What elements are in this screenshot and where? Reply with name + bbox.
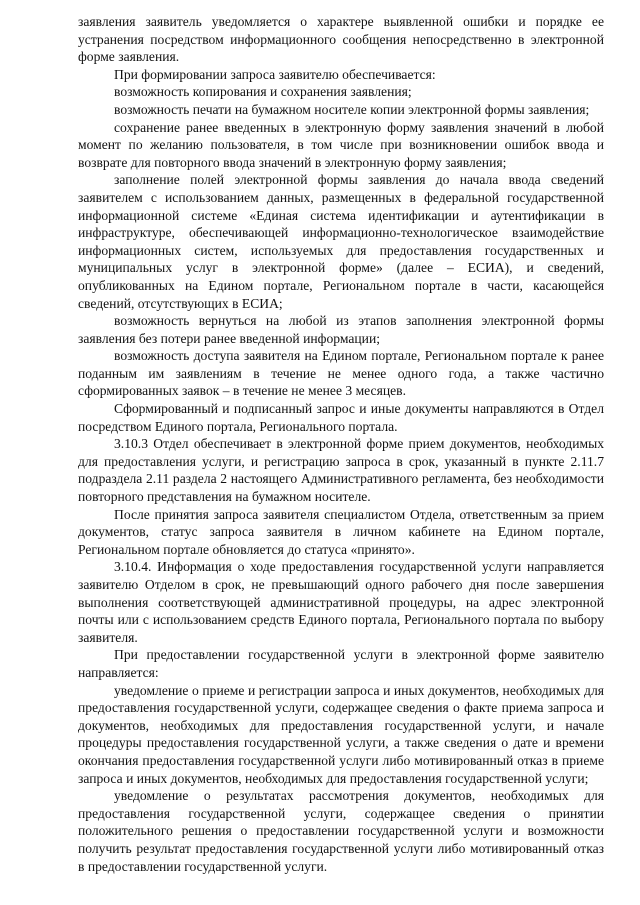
document-page: [78, 13, 604, 875]
paragraph-error-notice: заявления заявитель уведомляется о характере выявленной ошибки и порядке ее устранения посредством информационного сообщения непосредственно в электронной форме заявления.: [78, 14, 604, 65]
paragraph-save-values: сохранение ранее введенных в электронную форму заявления значений в любой момент по желанию пользователя, в том числе при возникновении ошибок ввода и возврате для повторного ввода значений в электронную форму заявления;: [78, 119, 604, 170]
paragraph-esia-autofill: заполнение полей электронной формы заявления до начала ввода сведений заявителем с использованием данных, размещенных в федеральной государственной информационной системе «Единая система идентификации и аутентификации в инфраструктуре, обеспечивающей информационно-технологическое взаимодействие информационных систем, используемых для предоставления государственных и муниципальных услуг в электронной форме» (далее – ЕСИА), и сведений, опубликованных на Едином портале, Региональном портале в части, касающейся сведений, отсутствующих в ЕСИА;: [78, 172, 604, 311]
paragraph-status-accepted: После принятия запроса заявителя специалистом Отдела, ответственным за прием документов, статус запроса заявителя в личном кабинете на Едином портале, Региональном портале обновляется до статуса «принято».: [78, 506, 604, 557]
paragraph-print: возможность печати на бумажном носителе копии электронной формы заявления;: [114, 101, 590, 117]
paragraph-result-notice: уведомление о результатах рассмотрения документов, необходимых для предоставления государственной услуги, содержащее сведения о принятии положительного решения о предоставлении государственной услуги и возможности получить результат предоставления государственной услуги либо мотивированный отказ в предоставлении государственной услуги.: [78, 788, 604, 874]
paragraph-receipt-notice: уведомление о приеме и регистрации запроса и иных документов, необходимых для предоставления государственной услуги, содержащее сведения о факте приема запроса и документов, необходимых для предоставления государственной услуги, и начале процедуры предоставления государственной услуги, а также сведения о дате и времени окончания предоставления государственной услуги либо мотивированный отказ в приеме запроса и иных документов, необходимых для предоставления государственной услуги;: [78, 682, 604, 786]
paragraph-request-provisions: При формировании запроса заявителю обеспечивается:: [114, 66, 436, 82]
paragraph-electronic-notices: При предоставлении государственной услуги в электронной форме заявителю направляется:: [78, 647, 604, 680]
paragraph-access-history: возможность доступа заявителя на Едином портале, Региональном портале к ранее поданным им заявлениям в течение не менее одного года, а также частично сформированных заявок – в течение не менее 3 месяцев.: [78, 348, 604, 399]
paragraph-3-10-3: 3.10.3 Отдел обеспечивает в электронной форме прием документов, необходимых для предоставления услуги, и регистрацию запроса в срок, указанный в пункте 2.11.7 подраздела 2.11 раздела 2 настоящего Административного регламента, без необходимости повторного представления на бумажном носителе.: [78, 436, 604, 505]
paragraph-return-step: возможность вернуться на любой из этапов заполнения электронной формы заявления без потери ранее введенной информации;: [78, 313, 604, 346]
paragraph-3-10-4: 3.10.4. Информация о ходе предоставления государственной услуги направляется заявителю Отделом в срок, не превышающий одного рабочего дня после завершения выполнения соответствующей административной процедуры, на адрес электронной почты или с использованием средств Единого портала, Регионального портала по выбору заявителя.: [78, 559, 604, 645]
paragraph-copy-save: возможность копирования и сохранения заявления;: [114, 84, 412, 100]
paragraph-submission: Сформированный и подписанный запрос и иные документы направляются в Отдел посредством Единого портала, Регионального портала.: [78, 401, 604, 434]
